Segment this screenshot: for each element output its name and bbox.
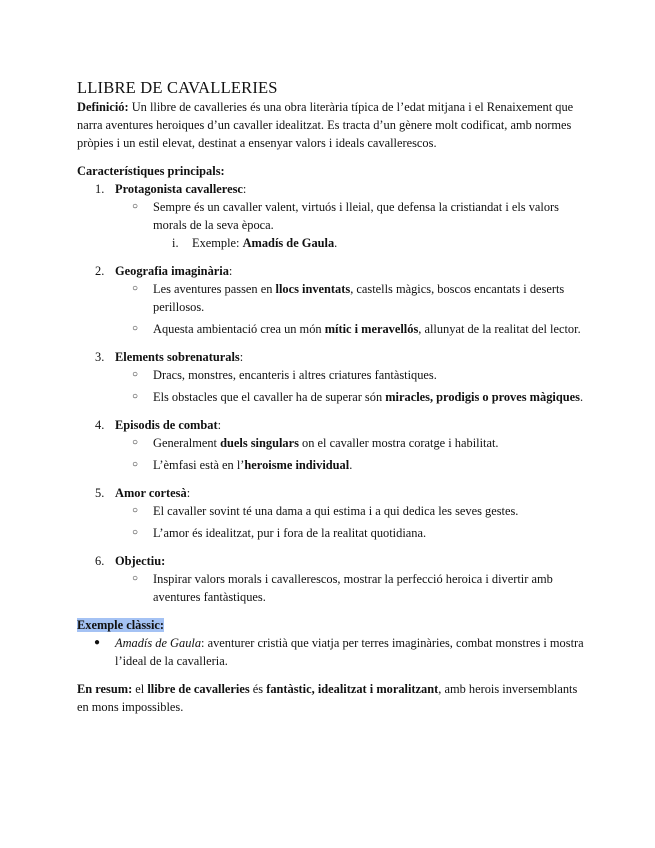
text-segment: . <box>349 458 353 472</box>
feature-title: Objectiu: <box>115 554 166 568</box>
text-segment: Els obstacles que el cavaller ha de superar són <box>153 390 386 404</box>
feature-bullet <box>115 524 587 542</box>
feature-bullets <box>115 198 587 234</box>
feature-subitem <box>115 234 587 252</box>
feature-colon: : <box>186 486 191 500</box>
definition-paragraph <box>77 98 587 152</box>
bold-text: heroisme individual <box>244 458 350 472</box>
circle-bullet-icon: ○ <box>132 459 139 470</box>
feature-number: 6. <box>95 554 105 568</box>
feature-number: 4. <box>95 418 105 432</box>
feature-bullet <box>115 280 587 316</box>
text-segment: on el cavaller mostra coratge i habilitat. <box>298 436 499 450</box>
example-heading <box>77 616 587 634</box>
feature-title: Amor cortesà <box>115 486 187 500</box>
feature-title: Episodis de combat <box>115 418 218 432</box>
text-segment: Dracs, monstres, encanteris i altres criatures fantàstiques. <box>153 368 437 382</box>
features-heading-text: Característiques principals: <box>77 164 225 178</box>
definition-text: Un llibre de cavalleries és una obra literària típica de l’edat mitjana i el Renaixement que narra aventures heroiques d’un cavaller idealitzat. Es tracta d’un gènere molt codificat, amb normes pròpies i un estil elevat, destinat a ensenyar valors i ideals cavallerescos. <box>77 100 574 150</box>
feature-bullets <box>115 366 587 406</box>
example-item <box>77 634 587 670</box>
document-title: LLIBRE DE CAVALLERIES <box>77 78 278 97</box>
feature-bullet <box>115 198 587 234</box>
feature-item <box>77 552 587 606</box>
feature-bullets <box>115 434 587 474</box>
feature-number: 2. <box>95 264 105 278</box>
circle-bullet-icon: ○ <box>132 201 139 212</box>
feature-bullet <box>115 320 587 338</box>
feature-bullet <box>115 434 587 452</box>
features-list <box>77 180 587 606</box>
feature-item <box>77 180 587 252</box>
text-segment: el <box>132 682 148 696</box>
text-segment: El cavaller sovint té una dama a qui estima i a qui dedica les seves gestes. <box>153 504 519 518</box>
feature-bullet <box>115 456 587 474</box>
feature-number: 1. <box>95 182 105 196</box>
summary-paragraph <box>77 680 587 716</box>
feature-number: 5. <box>95 486 105 500</box>
feature-bullet <box>115 388 587 406</box>
feature-colon: : <box>217 418 222 432</box>
text-segment: L’amor és idealitzat, pur i fora de la realitat quotidiana. <box>153 526 427 540</box>
feature-title: Protagonista cavalleresc <box>115 182 243 196</box>
text-segment: és <box>249 682 267 696</box>
feature-item <box>77 484 587 542</box>
example-title: Amadís de Gaula <box>115 636 202 650</box>
feature-bullet <box>115 366 587 384</box>
circle-bullet-icon: ○ <box>132 323 139 334</box>
feature-colon: : <box>239 350 244 364</box>
circle-bullet-icon: ○ <box>132 527 139 538</box>
definition-label: Definició: <box>77 100 129 114</box>
text-segment: . <box>579 390 584 404</box>
circle-bullet-icon: ○ <box>132 573 139 584</box>
text-segment: , amb herois inversemblants en mons impossibles. <box>77 682 578 714</box>
subitem-bold: Amadís de Gaula <box>242 236 335 250</box>
feature-bullets <box>115 570 587 606</box>
feature-bullets <box>115 280 587 338</box>
feature-bullets <box>115 502 587 542</box>
text-segment: Generalment <box>153 436 221 450</box>
subitem-prefix: Exemple: <box>192 236 243 250</box>
circle-bullet-icon: ○ <box>132 283 139 294</box>
bold-text: miracles, prodigis o proves màgiques <box>385 390 580 404</box>
feature-title: Elements sobrenaturals <box>115 350 240 364</box>
bullet-dot-icon: ● <box>94 637 101 648</box>
subitem-suffix: . <box>334 236 338 250</box>
feature-bullet <box>115 570 587 606</box>
text-segment: Aquesta ambientació crea un món <box>153 322 325 336</box>
bold-text: mític i meravellós <box>324 322 419 336</box>
summary-label: En resum: <box>77 682 133 696</box>
text-segment: Les aventures passen en <box>153 282 276 296</box>
bold-text: llocs inventats <box>275 282 351 296</box>
text-segment: Sempre és un cavaller valent, virtuós i lleial, que defensa la cristiandat i els valors morals de la seva època. <box>153 200 559 232</box>
circle-bullet-icon: ○ <box>132 437 139 448</box>
feature-item <box>77 348 587 406</box>
text-segment: L’èmfasi està en l’ <box>153 458 245 472</box>
circle-bullet-icon: ○ <box>132 505 139 516</box>
circle-bullet-icon: ○ <box>132 391 139 402</box>
text-segment: , castells màgics, boscos encantats i deserts perillosos. <box>153 282 565 314</box>
example-heading-text: Exemple clàssic: <box>77 618 165 632</box>
feature-item <box>77 416 587 474</box>
text-segment: Inspirar valors morals i cavallerescos, mostrar la perfecció heroica i divertir amb aventures fantàstiques. <box>153 572 553 604</box>
bold-text: llibre de cavalleries <box>147 682 250 696</box>
features-heading <box>77 162 587 180</box>
bold-text: duels singulars <box>220 436 299 450</box>
text-segment: , allunyat de la realitat del lector. <box>418 322 581 336</box>
roman-number: i. <box>172 236 179 250</box>
feature-colon: : <box>242 182 247 196</box>
bold-text: fantàstic, idealitzat i moralitzant <box>266 682 439 696</box>
feature-title: Geografia imaginària <box>115 264 229 278</box>
example-text: : aventurer cristià que viatja per terres imaginàries, combat monstres i mostra l’ideal de la cavalleria. <box>115 636 584 668</box>
feature-number: 3. <box>95 350 105 364</box>
feature-bullet <box>115 502 587 520</box>
feature-colon: : <box>228 264 233 278</box>
feature-item <box>77 262 587 338</box>
circle-bullet-icon: ○ <box>132 369 139 380</box>
